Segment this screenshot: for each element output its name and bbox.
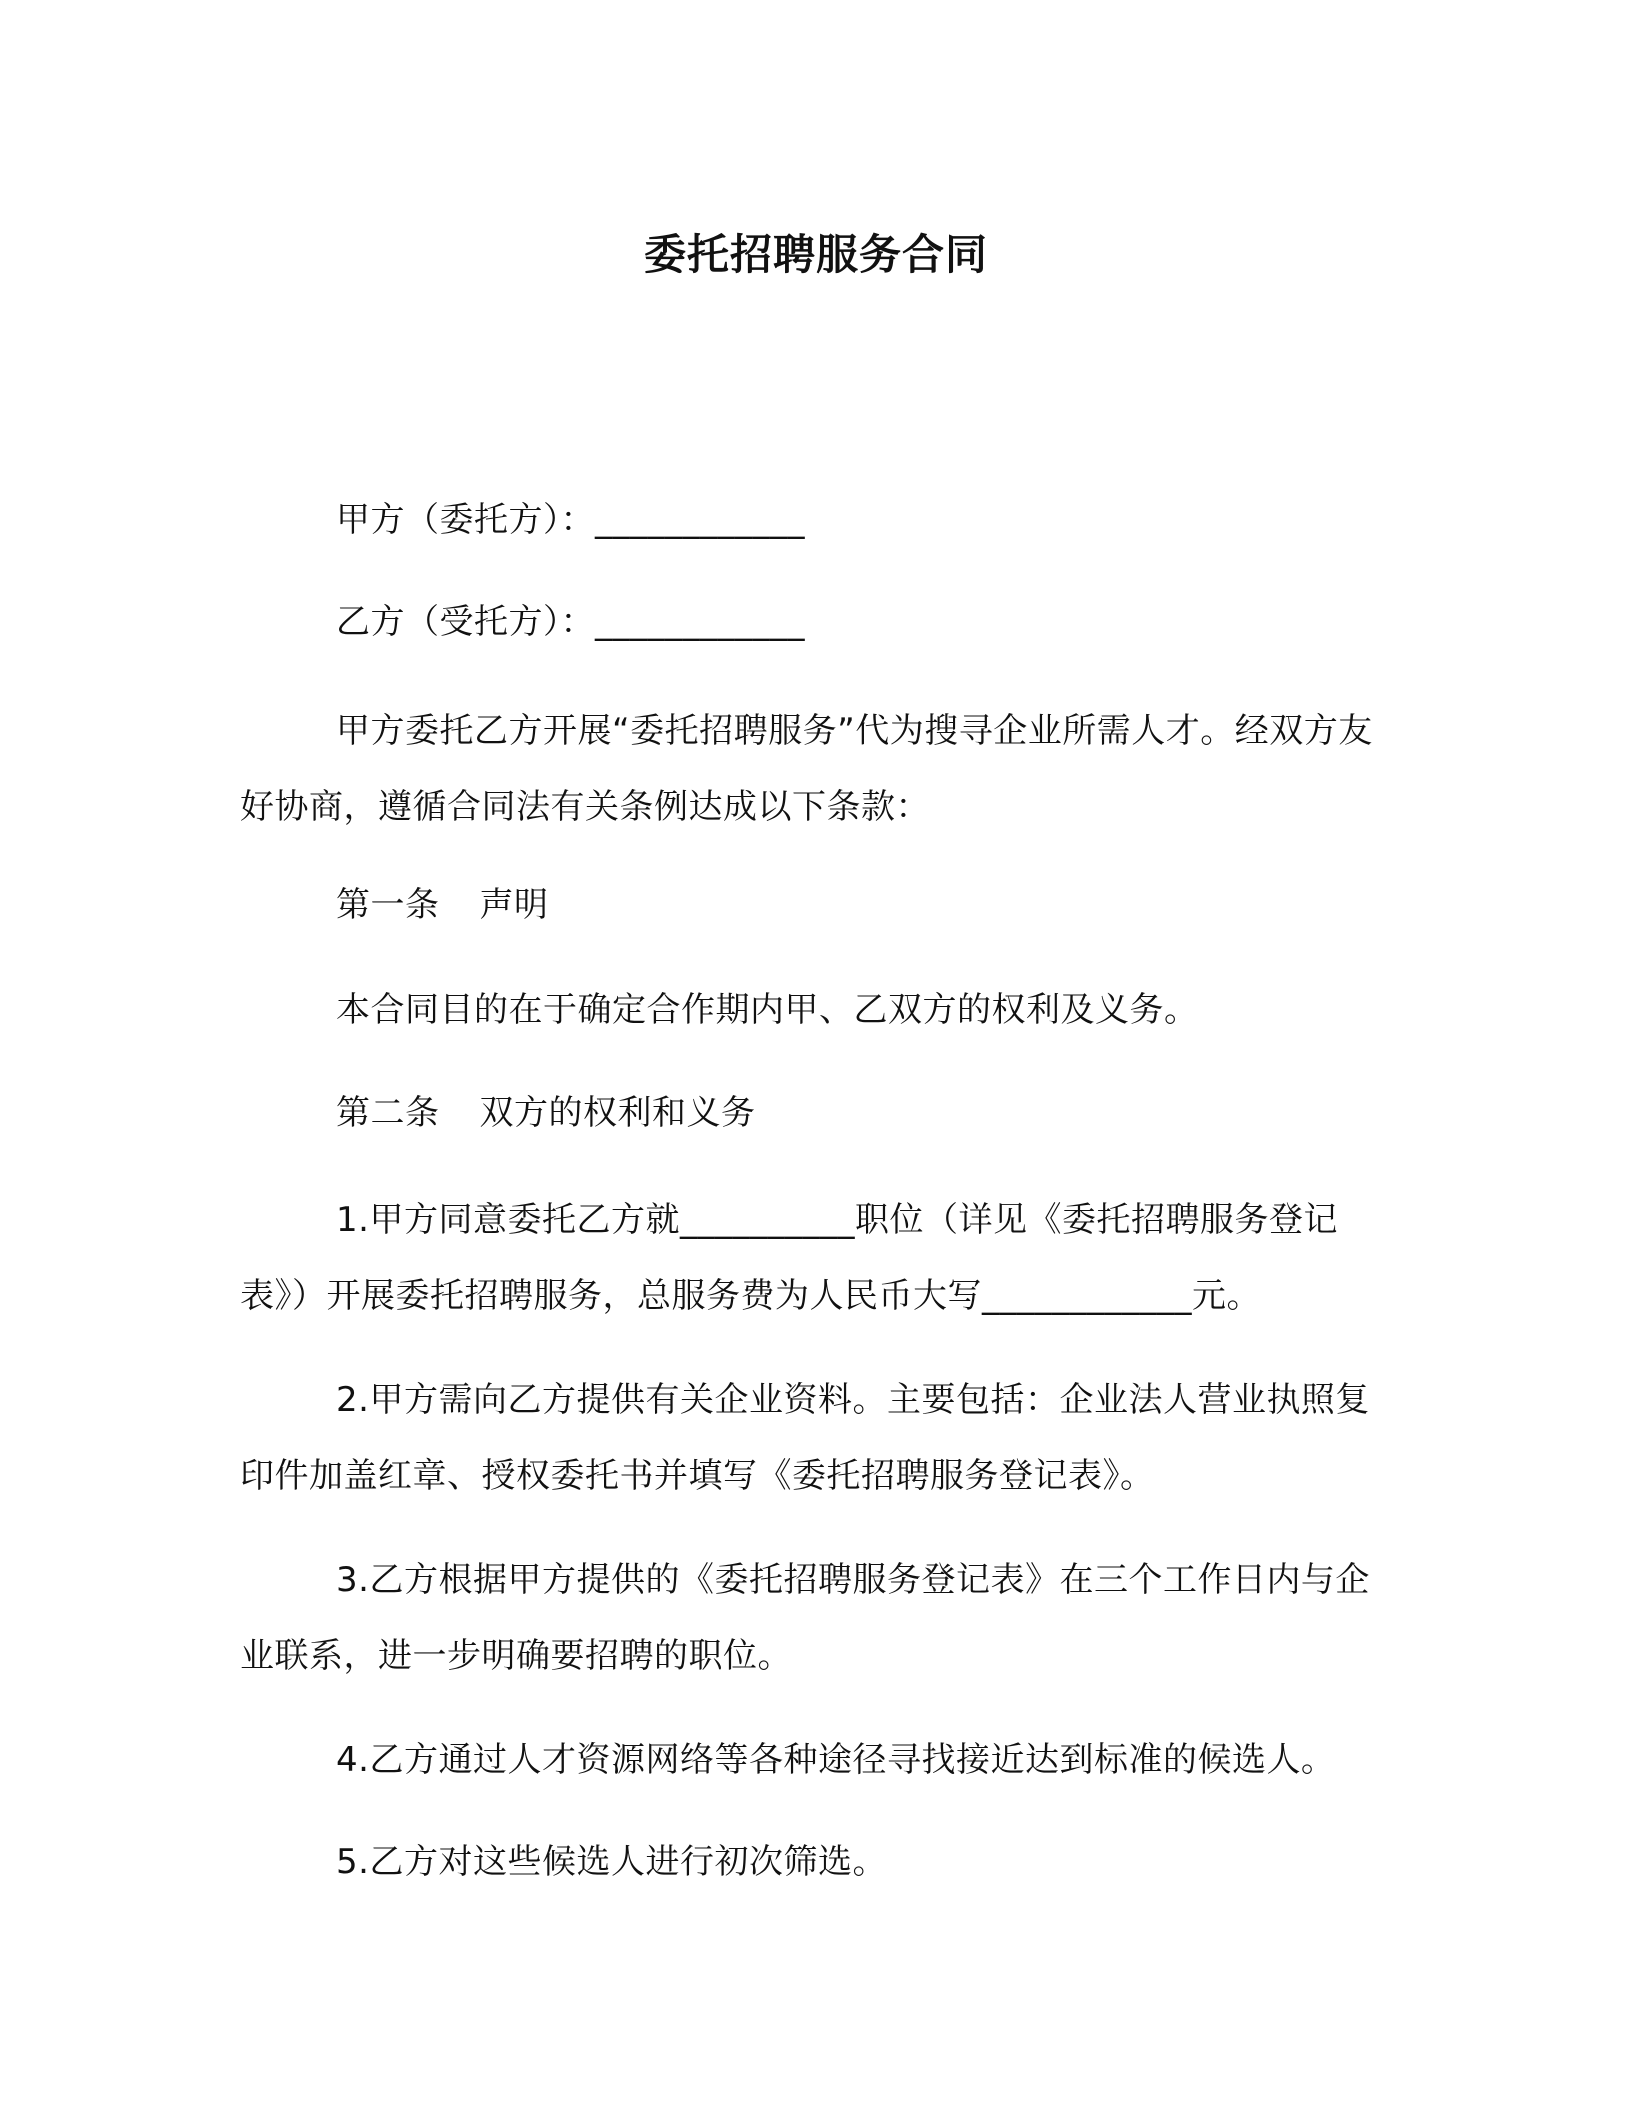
article-2-item-1: 1.甲方同意委托乙方就__________职位（详见《委托招聘服务登记表》）开展委托招聘服务，总服务费为人民币大写____________元。	[240, 1200, 1338, 1316]
article-2-heading	[336, 1088, 756, 1138]
article-2-item-5: 5.乙方对这些候选人进行初次筛选。	[336, 1842, 887, 1882]
article-1-heading	[336, 880, 549, 930]
intro-paragraph: 甲方委托乙方开展“委托招聘服务”代为搜寻企业所需人才。经双方友好协商，遵循合同法有关条例达成以下条款：	[240, 711, 1373, 827]
article-2-number: 第二条	[336, 1093, 440, 1133]
article-2-item-4: 4.乙方通过人才资源网络等各种途径寻找接近达到标准的候选人。	[336, 1740, 1336, 1780]
party-a-line: 甲方（委托方）：____________	[336, 500, 805, 540]
party-b-line: 乙方（受托方）：____________	[336, 602, 805, 642]
article-2-item-2: 2.甲方需向乙方提供有关企业资料。主要包括：企业法人营业执照复印件加盖红章、授权委托书并填写《委托招聘服务登记表》。	[240, 1380, 1370, 1496]
article-1-title: 声明	[479, 885, 549, 925]
article-1-number: 第一条	[336, 885, 440, 925]
article-1-body: 本合同目的在于确定合作期内甲、乙双方的权利及义务。	[336, 990, 1199, 1030]
document-title: 委托招聘服务合同	[643, 230, 988, 279]
article-2-item-3: 3.乙方根据甲方提供的《委托招聘服务登记表》在三个工作日内与企业联系，进一步明确要招聘的职位。	[240, 1560, 1370, 1676]
article-2-title: 双方的权利和义务	[479, 1093, 756, 1133]
